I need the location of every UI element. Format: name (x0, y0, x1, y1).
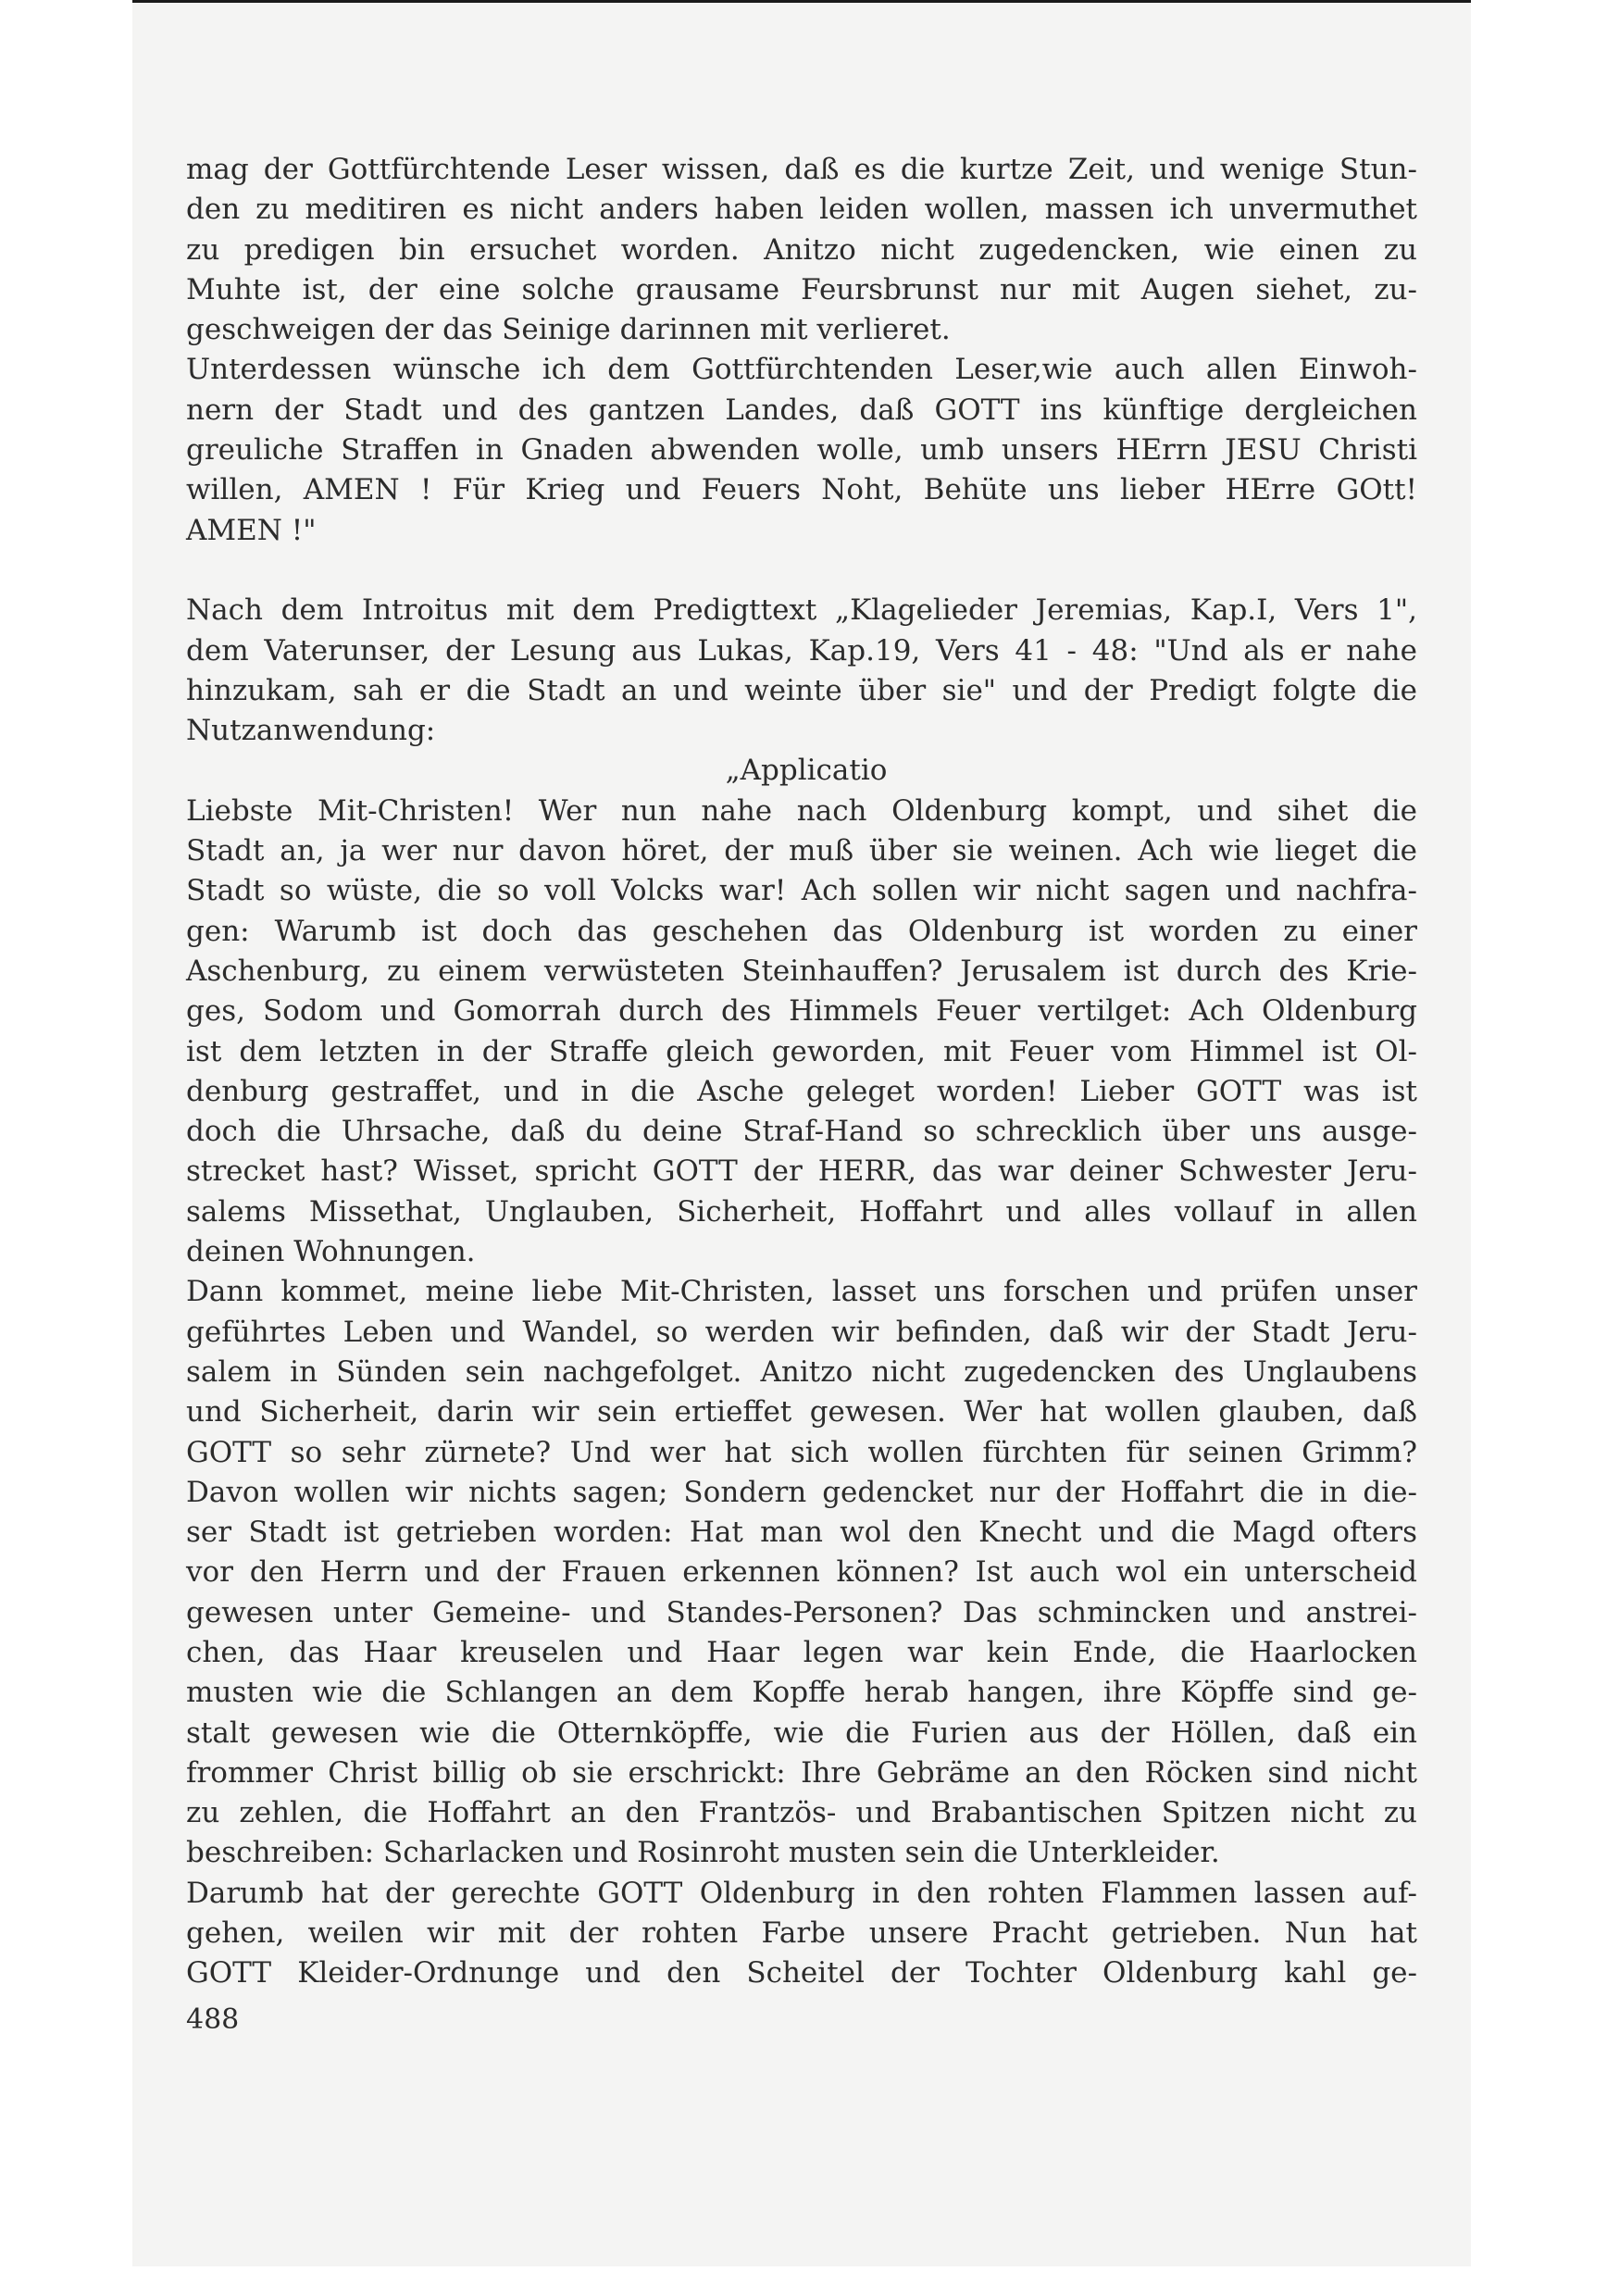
text-line: ges, Sodom und Gomorrah durch des Himmels Feuer vertilget: Ach Oldenburg (186, 994, 1417, 1029)
paragraph (186, 1874, 1417, 1994)
text-line: Darumb hat der gerechte GOTT Oldenburg in den rohten Flammen lassen auf- (186, 1876, 1417, 1910)
text-line: Dann kommet, meine liebe Mit-Christen, lasset uns forschen und prüfen unser (186, 1275, 1417, 1309)
text-line: salem in Sünden sein nachgefolget. Anitzo nicht zugedencken des Unglaubens (186, 1354, 1417, 1389)
text-line: Davon wollen wir nichts sagen; Sondern gedencket nur der Hoffahrt die in die- (186, 1475, 1417, 1509)
text-line: gewesen unter Gemeine- und Standes-Personen? Das schmincken und anstrei- (186, 1595, 1417, 1629)
text-line: frommer Christ billig ob sie erschrickt: Ihre Gebräme an den Röcken sind nicht (186, 1755, 1417, 1790)
text-line: dem Vaterunser, der Lesung aus Lukas, Kap.19, Vers 41 - 48: "Und als er nahe (186, 633, 1417, 668)
text-line: salems Missethat, Unglauben, Sicherheit, Hoffahrt und alles vollauf in allen (186, 1194, 1417, 1229)
page-body-text (186, 150, 1417, 1994)
text-line: greuliche Straffen in Gnaden abwenden wolle, umb unsers HErrn JESU Christi (186, 433, 1417, 468)
text-line: zu predigen bin ersuchet worden. Anitzo nicht zugedencken, wie einen zu (186, 232, 1417, 267)
text-line: Nach dem Introitus mit dem Predigttext „Klagelieder Jeremias, Kap.I, Vers 1", (186, 593, 1417, 628)
text-line: stalt gewesen wie die Otternköpffe, wie die Furien aus der Höllen, daß ein (186, 1716, 1417, 1750)
text-line: gen: Warumb ist doch das geschehen das Oldenburg ist worden zu einer (186, 914, 1417, 948)
text-line: Muhte ist, der eine solche grausame Feursbrunst nur mit Augen siehet, zu- (186, 272, 1417, 306)
text-line: deinen Wohnungen. (186, 1235, 476, 1269)
paragraph (186, 591, 1417, 751)
paragraph (186, 350, 1417, 550)
paragraph-spacer (186, 551, 1417, 591)
text-line: strecket hast? Wisset, spricht GOTT der HERR, das war deiner Schwester Jeru- (186, 1154, 1417, 1189)
text-line: nern der Stadt und des gantzen Landes, daß GOTT ins künftige dergleichen (186, 393, 1417, 427)
text-line: Stadt an, ja wer nur davon höret, der muß über sie weinen. Ach wie lieget die (186, 834, 1417, 868)
text-line: gehen, weilen wir mit der rohten Farbe unsere Pracht getrieben. Nun hat (186, 1916, 1417, 1951)
text-line: und Sicherheit, darin wir sein ertieffet gewesen. Wer hat wollen glauben, daß (186, 1395, 1417, 1429)
text-line: willen, AMEN ! Für Krieg und Feuers Noht, Behüte uns lieber HErre GOtt! (186, 473, 1417, 507)
text-line: geführtes Leben und Wandel, so werden wir befinden, daß wir der Stadt Jeru- (186, 1315, 1417, 1349)
text-line: AMEN !" (186, 513, 317, 547)
text-line: vor den Herrn und der Frauen erkennen können? Ist auch wol ein unterscheid (186, 1555, 1417, 1590)
text-line: hinzukam, sah er die Stadt an und weinte über sie" und der Predigt folgte die (186, 673, 1417, 707)
text-line: ser Stadt ist getrieben worden: Hat man wol den Knecht und die Magd ofters (186, 1516, 1417, 1550)
text-line: doch die Uhrsache, daß du deine Straf-Hand so schrecklich über uns ausge- (186, 1115, 1417, 1149)
text-line: den zu meditiren es nicht anders haben leiden wollen, massen ich unvermuthet (186, 193, 1417, 227)
text-line: Unterdessen wünsche ich dem Gottfürchtenden Leser,wie auch allen Einwoh- (186, 353, 1417, 387)
paragraph (186, 792, 1417, 1273)
text-line: chen, das Haar kreuselen und Haar legen war kein Ende, die Haarlocken (186, 1635, 1417, 1669)
text-line: denburg gestraffet, und in die Asche geleget worden! Lieber GOTT was ist (186, 1074, 1417, 1108)
text-line: zu zehlen, die Hoffahrt an den Frantzös- und Brabantischen Spitzen nicht zu (186, 1796, 1417, 1830)
text-line: mag der Gottfürchtende Leser wissen, daß es die kurtze Zeit, und wenige Stun- (186, 153, 1417, 186)
paragraph (186, 1272, 1417, 1873)
text-line: musten wie die Schlangen an dem Kopffe herab hangen, ihre Köpffe sind ge- (186, 1676, 1417, 1710)
section-heading: „Applicatio (725, 754, 888, 788)
text-line: Aschenburg, zu einem verwüsteten Steinhauffen? Jerusalem ist durch des Krie- (186, 954, 1417, 988)
text-line: beschreiben: Scharlacken und Rosinroht musten sein die Unterkleider. (186, 1836, 1220, 1870)
text-line: GOTT so sehr zürnete? Und wer hat sich wollen fürchten für seinen Grimm? (186, 1435, 1417, 1469)
text-line: GOTT Kleider-Ordnunge und den Scheitel der Tochter Oldenburg kahl ge- (186, 1956, 1417, 1990)
text-line: ist dem letzten in der Straffe gleich geworden, mit Feuer vom Himmel ist Ol- (186, 1034, 1417, 1068)
text-line: geschweigen der das Seinige darinnen mit verlieret. (186, 313, 951, 347)
text-line: Nutzanwendung: (186, 714, 436, 748)
page-number: 488 (186, 2003, 240, 2036)
text-line: Liebste Mit-Christen! Wer nun nahe nach Oldenburg kompt, und sihet die (186, 793, 1417, 828)
paragraph (186, 150, 1417, 350)
text-line: Stadt so wüste, die so voll Volcks war! Ach sollen wir nicht sagen und nachfra- (186, 874, 1417, 908)
